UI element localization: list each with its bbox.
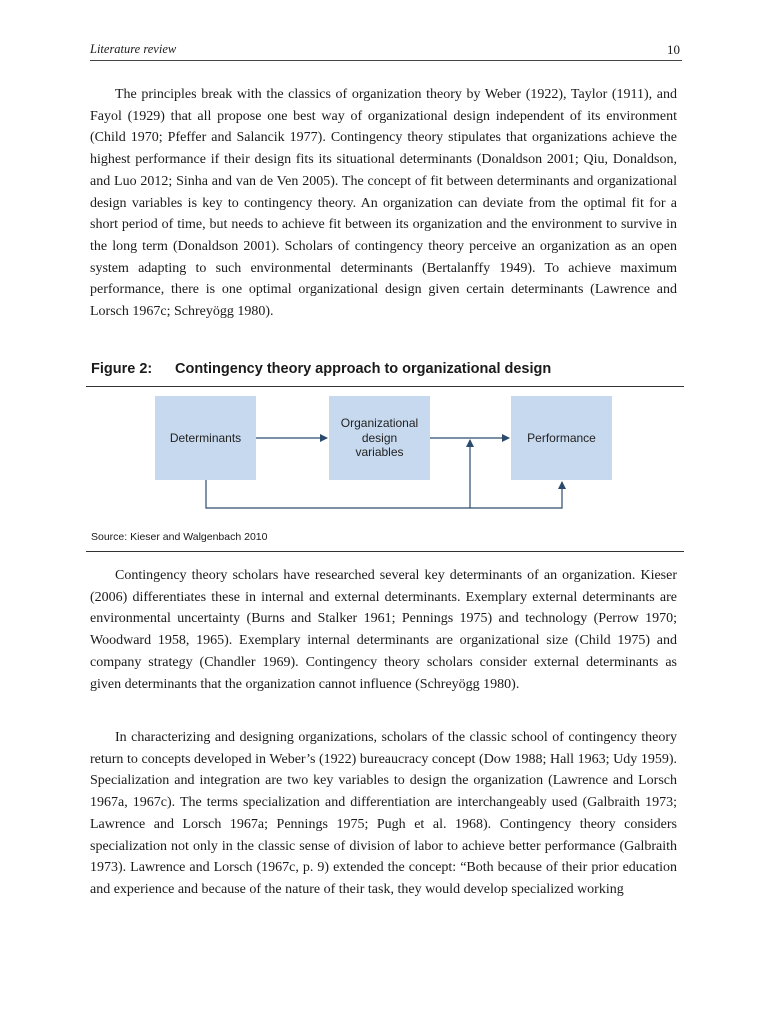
running-header bbox=[90, 42, 682, 61]
determinants-label: Determinants bbox=[169, 430, 242, 445]
design-variables-label: Organizational design variables bbox=[340, 416, 419, 460]
determinants-box bbox=[155, 396, 256, 480]
paragraph-2: Contingency theory scholars have researched several key determinants of an organization. Kieser (2006) differentiates these in internal and external determinants. Exemplary external determinants are environmental uncertainty (Burns and Stalker 1961; Pennings 1975) and technology (Perrow 1970; Woodward 1958, 1965). Exemplary internal determinants are organizational size (Child 1975) and company strategy (Chandler 1969). Contingency theory scholars consider external determinants as given determinants that the organization cannot influence (Schreyögg 1980). bbox=[90, 568, 677, 692]
figure-title: Contingency theory approach to organizational design bbox=[175, 361, 552, 377]
performance-label: Performance bbox=[527, 430, 596, 445]
paragraph-1: The principles break with the classics of organization theory by Weber (1922), Taylor (1911), and Fayol (1929) that all propose one best way of organizational design independent of its environment (Child 1970; Pfeffer and Salancik 1977). Contingency theory stipulates that organizations achieve the highest performance if their design fits its situational determinants (Donaldson 2001; Qiu, Donaldson, and Luo 2012; Sinha and van de Ven 2005). The concept of fit between determinants and organizational design variables is key to contingency theory. An organization can deviate from the optimal fit for a short period of time, but needs to achieve fit between its organization and the environment to survive in the long term (Donaldson 2001). Scholars of contingency theory perceive an organization as an open system adapting to such environmental determinants (Bertalanffy 1949). To achieve maximum performance, there is one optimal organizational design given certain determinants (Lawrence and Lorsch 1967c; Schreyögg 1980). bbox=[90, 87, 677, 320]
page-number: 10 bbox=[667, 42, 680, 57]
figure-bottom-rule bbox=[86, 551, 684, 552]
design-variables-box bbox=[329, 396, 430, 480]
paragraph-3: In characterizing and designing organizations, scholars of the classic school of contingency theory return to concepts developed in Weber’s (1922) bureaucracy concept (Dow 1988; Hall 1963; Udy 1959). Specialization and integration are two key variables to design the organization (Lawrence and Lorsch 1967a, 1967c). The terms specialization and differentiation are interchangeably used (Galbraith 1973; Lawrence and Lorsch 1967a; Pennings 1975; Pugh et al. 1968). Contingency theory considers specialization not only in the classic sense of division of labor to achieve better performance (Galbraith 1973). Lawrence and Lorsch (1967c, p. 9) extended the concept: “Both because of their prior education and experience and because of the nature of their task, they would develop specialized working bbox=[90, 730, 677, 897]
section-title: Literature review bbox=[90, 42, 177, 56]
figure-number: Figure 2: bbox=[91, 361, 153, 377]
figure-top-rule bbox=[86, 386, 684, 387]
performance-box bbox=[511, 396, 612, 480]
figure-source: Source: Kieser and Walgenbach 2010 bbox=[91, 531, 268, 543]
figure-caption bbox=[91, 361, 551, 377]
